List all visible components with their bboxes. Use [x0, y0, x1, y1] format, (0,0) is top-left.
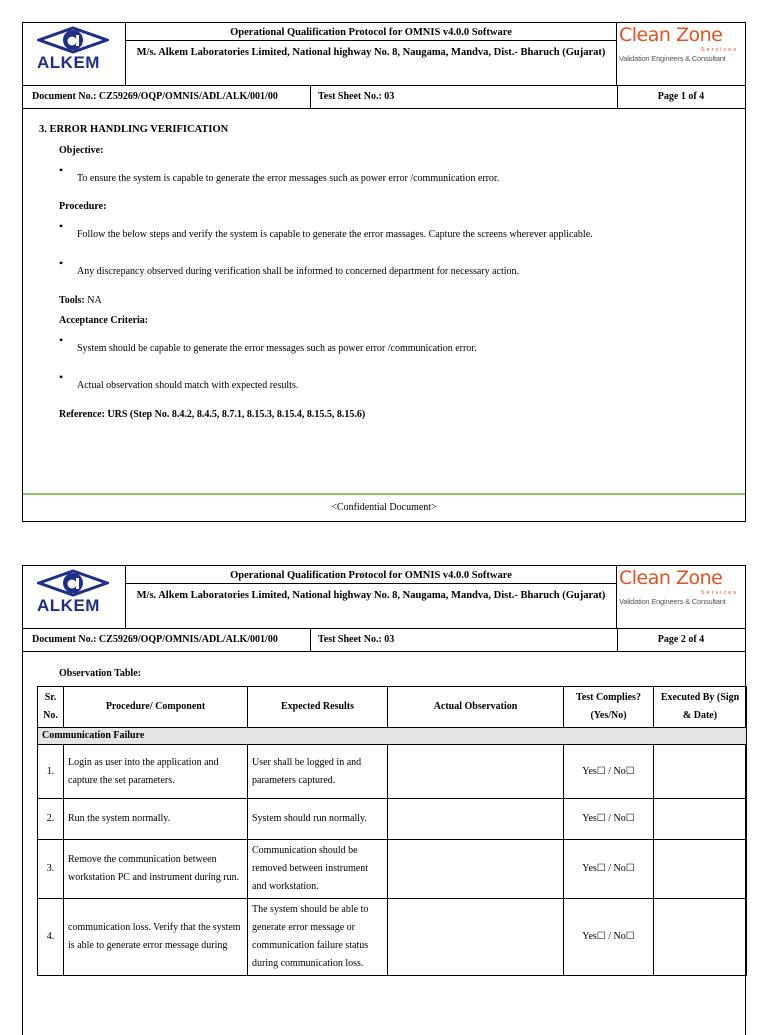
- alkem-logo-text: ALKEM: [37, 596, 100, 615]
- column-header-complies: Test Complies? (Yes/No): [564, 687, 654, 728]
- table-section-row: [38, 728, 747, 745]
- table-row: [38, 799, 747, 840]
- alkem-emblem-icon: [37, 569, 109, 597]
- page-number: Page 1 of 4: [657, 91, 705, 102]
- header-title: [126, 23, 617, 85]
- cell-actual-observation[interactable]: [388, 840, 564, 899]
- tools-label-text: Tools:: [59, 295, 85, 306]
- tools-value: NA: [84, 295, 102, 306]
- cell-procedure: Login as user into the application and capture the set parameters.: [64, 745, 248, 799]
- test-sheet-number: Test Sheet No.: 03: [318, 91, 395, 102]
- column-header-expected: Expected Results: [248, 687, 388, 728]
- column-header-executed: Executed By (Sign & Date): [654, 687, 747, 728]
- alkem-logo: [23, 23, 126, 85]
- cleanzone-logo-sub: Services: [701, 590, 739, 596]
- page-number: Page 2 of 4: [657, 634, 705, 645]
- cell-executed-by[interactable]: [654, 799, 747, 840]
- column-header-procedure: Procedure/ Component: [64, 687, 248, 728]
- cleanzone-tagline: Validation Engineers & Consultant: [619, 597, 726, 606]
- cleanzone-logo: [617, 23, 745, 85]
- cleanzone-tagline: Validation Engineers & Consultant: [619, 54, 726, 63]
- cell-complies[interactable]: Yes☐ / No☐: [564, 899, 654, 976]
- protocol-title: Operational Qualification Protocol for OMNIS v4.0.0 Software: [126, 569, 616, 584]
- cell-sr: 3.: [38, 840, 64, 899]
- acceptance-label: Acceptance Criteria:: [59, 315, 149, 326]
- alkem-logo: [23, 566, 126, 628]
- section-row-label: Communication Failure: [38, 728, 747, 745]
- objective-label: Objective:: [59, 145, 104, 156]
- alkem-logo-text: ALKEM: [37, 53, 100, 72]
- cell-procedure: communication loss. Verify that the system is able to generate error message during: [64, 899, 248, 976]
- observation-title: Observation Table:: [59, 668, 141, 679]
- cell-expected: User shall be logged in and parameters captured.: [248, 745, 388, 799]
- cell-executed-by[interactable]: [654, 840, 747, 899]
- bullet-text: Actual observation should match with expected results.: [77, 380, 299, 391]
- cleanzone-logo: [617, 566, 745, 628]
- cleanzone-logo-text: Clean Zone: [619, 24, 723, 46]
- cell-procedure: Remove the communication between workstation PC and instrument during run.: [64, 840, 248, 899]
- procedure-label: Procedure:: [59, 201, 107, 212]
- bullet-icon: •: [59, 219, 64, 233]
- cell-sr: 2.: [38, 799, 64, 840]
- section-title: 3. ERROR HANDLING VERIFICATION: [39, 124, 229, 135]
- bullet-icon: •: [59, 256, 64, 270]
- document-info-row: [23, 85, 745, 109]
- reference: Reference: URS (Step No. 8.4.2, 8.4.5, 8.7.1, 8.15.3, 8.15.4, 8.15.5, 8.15.6): [59, 409, 366, 420]
- tools-label: [59, 295, 102, 306]
- observation-table: [37, 686, 747, 976]
- table-row: [38, 840, 747, 899]
- cleanzone-logo-sub: Services: [701, 47, 739, 53]
- document-number: Document No.: CZ59269/OQP/OMNIS/ADL/ALK/001/00: [32, 634, 278, 645]
- bullet-icon: •: [59, 163, 64, 177]
- header-title: [126, 566, 617, 628]
- cleanzone-logo-text: Clean Zone: [619, 567, 723, 589]
- table-header-row: [38, 687, 747, 728]
- test-sheet-number: Test Sheet No.: 03: [318, 634, 395, 645]
- cell-expected: Communication should be removed between instrument and workstation.: [248, 840, 388, 899]
- page-footer: <Confidential Document>: [331, 502, 437, 513]
- column-header-actual: Actual Observation: [388, 687, 564, 728]
- table-row: [38, 745, 747, 799]
- cell-expected: System should run normally.: [248, 799, 388, 840]
- bullet-icon: •: [59, 370, 64, 384]
- document-number: Document No.: CZ59269/OQP/OMNIS/ADL/ALK/001/00: [32, 91, 278, 102]
- cell-expected: The system should be able to generate error message or communication failure status during communication loss.: [248, 899, 388, 976]
- bullet-text: Follow the below steps and verify the system is capable to generate the error massages. Capture the screens wherever applicable.: [77, 229, 593, 240]
- cell-executed-by[interactable]: [654, 899, 747, 976]
- bullet-text: System should be capable to generate the error messages such as power error /communication error.: [77, 343, 477, 354]
- company-address: M/s. Alkem Laboratories Limited, National highway No. 8, Naugama, Mandva, Dist.- Bharuch (Gujarat): [136, 590, 606, 601]
- document-info-row: [23, 628, 745, 652]
- cell-complies[interactable]: Yes☐ / No☐: [564, 745, 654, 799]
- cell-executed-by[interactable]: [654, 745, 747, 799]
- cell-procedure: Run the system normally.: [64, 799, 248, 840]
- cell-sr: 4.: [38, 899, 64, 976]
- divider: [310, 86, 311, 108]
- column-header-sr: Sr. No.: [38, 687, 64, 728]
- bullet-text: To ensure the system is capable to generate the error messages such as power error /communication error.: [77, 173, 500, 184]
- protocol-title: Operational Qualification Protocol for OMNIS v4.0.0 Software: [126, 26, 616, 41]
- company-address: M/s. Alkem Laboratories Limited, National highway No. 8, Naugama, Mandva, Dist.- Bharuch (Gujarat): [136, 47, 606, 58]
- footer-divider: [23, 493, 745, 495]
- bullet-text: Any discrepancy observed during verification shall be informed to concerned department for necessary action.: [77, 266, 520, 277]
- cell-complies[interactable]: Yes☐ / No☐: [564, 840, 654, 899]
- alkem-emblem-icon: [37, 26, 109, 54]
- cell-actual-observation[interactable]: [388, 899, 564, 976]
- bullet-icon: •: [59, 333, 64, 347]
- cell-sr: 1.: [38, 745, 64, 799]
- document-page-2: [22, 565, 746, 1035]
- table-row: [38, 899, 747, 976]
- divider: [310, 629, 311, 651]
- cell-actual-observation[interactable]: [388, 799, 564, 840]
- document-page-1: [22, 22, 746, 522]
- cell-actual-observation[interactable]: [388, 745, 564, 799]
- cell-complies[interactable]: Yes☐ / No☐: [564, 799, 654, 840]
